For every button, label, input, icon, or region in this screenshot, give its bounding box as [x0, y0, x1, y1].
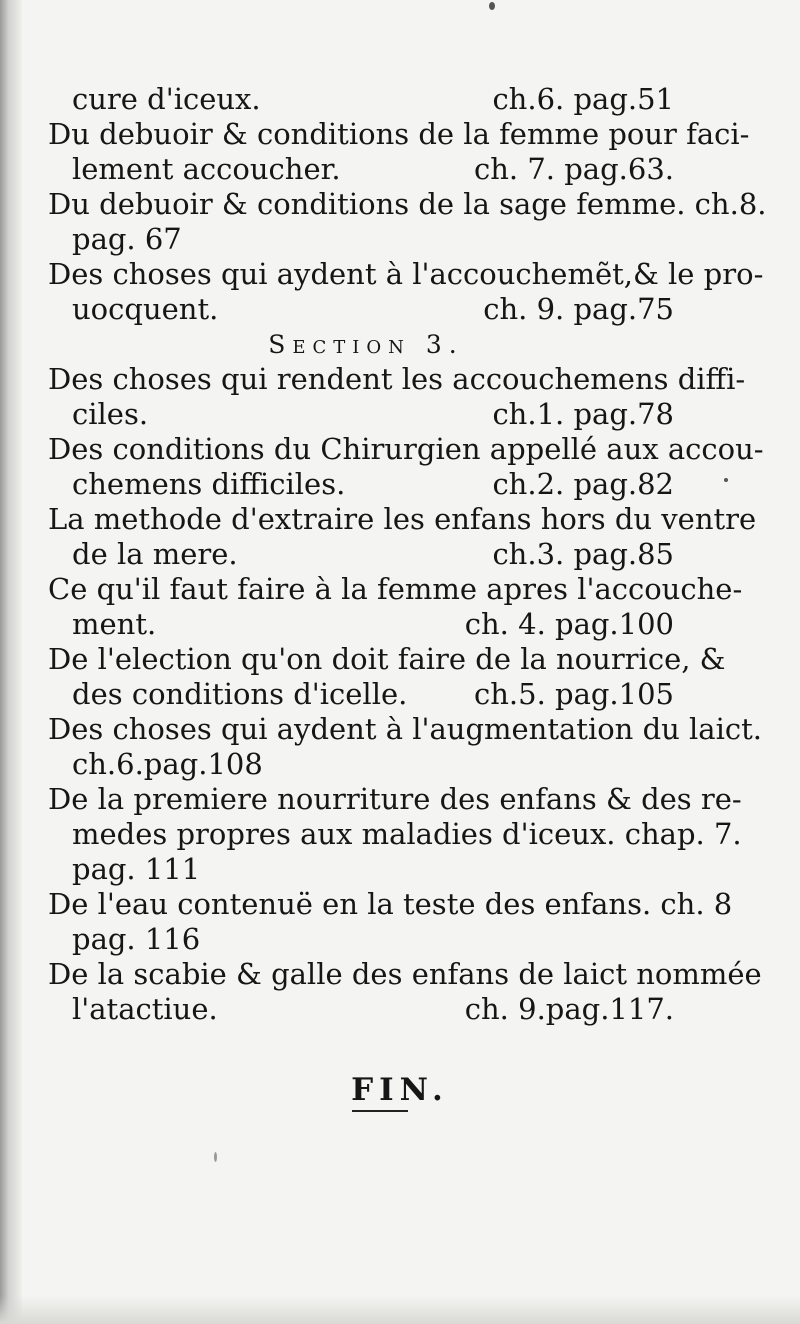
entry-line	[48, 817, 742, 852]
table-of-contents	[48, 82, 767, 1027]
chapter-page-reference: ch.3. pag.85	[492, 537, 674, 571]
entry-title-text: lement accoucher.	[72, 152, 341, 186]
entry-title-text: pag. 67	[72, 222, 182, 256]
paper-speck	[489, 2, 495, 10]
chapter-page-reference: ch.1. pag.78	[492, 397, 674, 431]
entry-title-text: l'atactiue.	[72, 992, 218, 1026]
entry-line	[48, 292, 674, 327]
entry-line	[48, 152, 674, 187]
chapter-page-reference: ch. 9.pag.117.	[464, 992, 674, 1026]
entry-title-text: De la premiere nourriture des enfans & des re-	[48, 782, 742, 816]
entry-line	[48, 747, 674, 782]
entry-line	[48, 82, 674, 117]
entry-line	[48, 467, 674, 502]
contents-section-2-entries	[48, 82, 767, 327]
entry-line	[48, 922, 674, 957]
entry-title-text: Ce qu'il faut faire à la femme apres l'accouche-	[48, 572, 743, 606]
contents-section-3-entries	[48, 362, 764, 1027]
chapter-page-reference: ch. 7. pag.63.	[474, 152, 674, 186]
entry-line	[48, 642, 726, 677]
entry-title-text: De l'election qu'on doit faire de la nourrice, &	[48, 642, 726, 676]
entry-line	[48, 432, 764, 467]
entry-line	[48, 677, 674, 712]
entry-title-text: ch.6.pag.108	[72, 747, 263, 781]
entry-title-text: La methode d'extraire les enfans hors du ventre	[48, 502, 757, 536]
entry-title-text: Des conditions du Chirurgien appellé aux accou-	[48, 432, 764, 466]
entry-line	[48, 397, 674, 432]
chapter-page-reference: ch.6. pag.51	[492, 82, 674, 116]
entry-title-text: De la scabie & galle des enfans de laict nommée	[48, 957, 762, 991]
chapter-page-reference: ch.2. pag.82	[492, 467, 674, 501]
entry-line	[48, 537, 674, 572]
entry-title-text: Des choses qui rendent les accouchemens diffi-	[48, 362, 746, 396]
fin-marker: FIN.	[351, 1072, 449, 1108]
contents-entry	[48, 887, 733, 957]
entry-title-text: cure d'iceux.	[72, 82, 261, 116]
entry-title-text: uocquent.	[72, 292, 219, 326]
contents-entry	[48, 572, 743, 642]
contents-entry	[48, 257, 764, 327]
entry-title-text: Des choses qui aydent à l'accouchemẽt,& le pro-	[48, 257, 764, 291]
fin-underline	[352, 1110, 408, 1112]
entry-line	[48, 362, 746, 397]
chapter-page-reference: ch.5. pag.105	[473, 677, 674, 711]
entry-line	[48, 117, 750, 152]
contents-entry	[48, 82, 674, 117]
entry-title-text: de la mere.	[72, 537, 238, 571]
contents-entry	[48, 642, 726, 712]
chapter-page-reference: ch. 9. pag.75	[483, 292, 674, 326]
entry-line	[48, 257, 764, 292]
entry-title-text: ciles.	[72, 397, 149, 431]
contents-entry	[48, 712, 762, 782]
entry-title-text: pag. 111	[72, 852, 201, 886]
chapter-page-reference: ch. 4. pag.100	[464, 607, 674, 641]
contents-entry	[48, 432, 764, 502]
entry-line	[48, 222, 674, 257]
paper-speck	[214, 1152, 217, 1162]
entry-title-text: pag. 116	[72, 922, 201, 956]
entry-line	[48, 502, 757, 537]
entry-title-text: des conditions d'icelle.	[72, 677, 408, 711]
entry-title-text: ment.	[72, 607, 157, 641]
entry-line	[48, 712, 762, 747]
contents-entry	[48, 502, 757, 572]
entry-line	[48, 887, 733, 922]
entry-line	[48, 607, 674, 642]
entry-line	[48, 572, 743, 607]
section-heading: Section 3.	[268, 330, 464, 359]
page-bottom-shadow	[0, 1296, 800, 1324]
entry-line	[48, 852, 674, 887]
entry-title-text: De l'eau contenuë en la teste des enfans. ch. 8	[48, 887, 733, 921]
contents-entry	[48, 362, 746, 432]
page-binding-edge	[0, 0, 22, 1324]
entry-title-text: medes propres aux maladies d'iceux. chap. 7.	[72, 817, 742, 851]
entry-line	[48, 782, 742, 817]
entry-title-text: chemens difficiles.	[72, 467, 346, 501]
contents-entry	[48, 117, 750, 187]
paper-speck	[724, 478, 728, 482]
contents-entry	[48, 957, 762, 1027]
contents-entry	[48, 187, 767, 257]
entry-title-text: Du debuoir & conditions de la sage femme. ch.8.	[48, 187, 767, 221]
entry-title-text: Du debuoir & conditions de la femme pour faci-	[48, 117, 750, 151]
entry-line	[48, 992, 674, 1027]
contents-entry	[48, 782, 742, 887]
entry-line	[48, 957, 762, 992]
entry-title-text: Des choses qui aydent à l'augmentation du laict.	[48, 712, 762, 746]
entry-line	[48, 187, 767, 222]
